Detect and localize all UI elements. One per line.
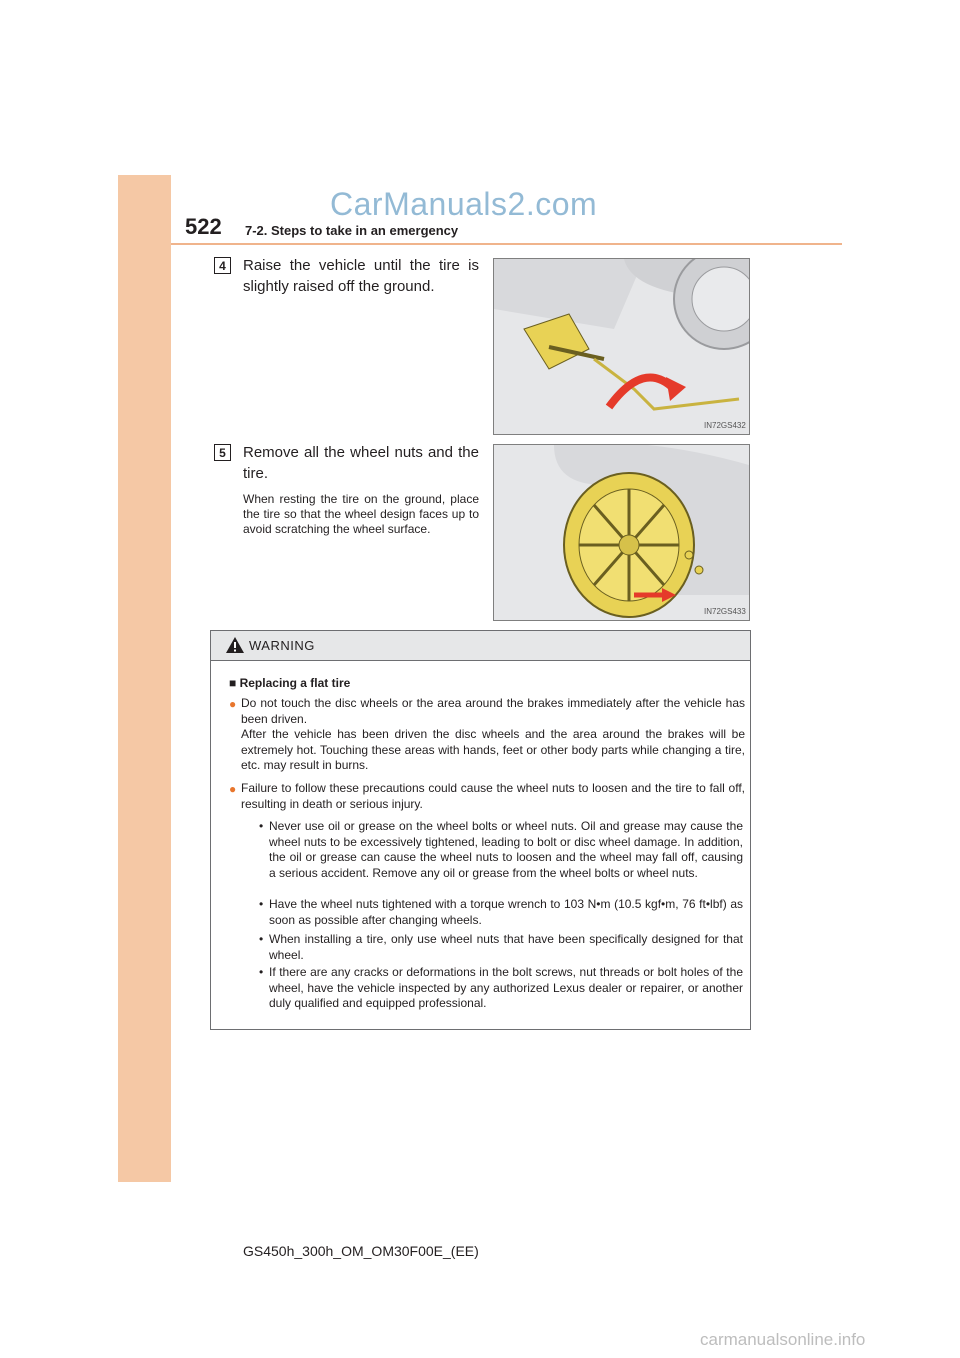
tire-illustration [494, 445, 749, 620]
tire-removal-figure [493, 444, 750, 621]
jack-raising-figure [493, 258, 750, 435]
bullet-icon: ● [229, 697, 237, 711]
step-4-text: Raise the vehicle until the tire is slightly raised off the ground. [243, 257, 479, 295]
warning-title: WARNING [249, 638, 315, 653]
side-tab-bar [118, 175, 171, 1182]
section-title: 7-2. Steps to take in an emergency [245, 223, 459, 238]
warning-box [210, 630, 751, 1030]
warning-item-1-line1: Do not touch the disc wheels or the area around the brakes immediately after the vehicle has been driven. [241, 696, 745, 726]
step-number-5: 5 [214, 444, 231, 461]
warning-point-2: Have the wheel nuts tightened with a torque wrench to 103 N•m (10.5 kgf•m, 76 ft•lbf) as soon as possible after changing wheels. [269, 897, 743, 927]
bullet-icon: ● [229, 782, 237, 796]
warning-header [211, 631, 750, 661]
warning-subtitle-text: Replacing a flat tire [239, 676, 351, 690]
step-number-4: 4 [214, 257, 231, 274]
model-code-footer: GS450h_300h_OM_OM30F00E_(EE) [243, 1243, 479, 1259]
dot-bullet-icon: • [259, 965, 264, 979]
figure-code-433: IN72GS433 [704, 607, 746, 616]
warning-triangle-icon [225, 636, 245, 654]
dot-bullet-icon: • [259, 932, 264, 946]
header-rule [171, 243, 842, 245]
step-5-note: When resting the tire on the ground, place the tire so that the wheel design faces up to avoid scratching the wheel surface. [243, 492, 479, 536]
step-5-text: Remove all the wheel nuts and the tire. [243, 444, 479, 482]
watermark-top[interactable]: CarManuals2.com [330, 186, 598, 222]
dot-bullet-icon: • [259, 897, 264, 911]
warning-point-1: Never use oil or grease on the wheel bolts or wheel nuts. Oil and grease may cause the wheel nuts to be excessively tightened, leading to bolt or disc wheel damage. In addition, the oil or grease can cause the wheel nuts to loosen and the wheel may fall off, causing a serious accident. Remove any oil or grease from the wheel bolts or wheel nuts. [269, 819, 743, 880]
figure-code-432: IN72GS432 [704, 421, 746, 430]
page-number: 522 [185, 214, 222, 239]
warning-point-4: If there are any cracks or deformations in the bolt screws, nut threads or bolt holes of the wheel, have the vehicle inspected by any authorized Lexus dealer or repairer, or another duly qualified and equipped professional. [269, 965, 743, 1010]
warning-subtitle [229, 676, 350, 690]
jack-illustration [494, 259, 749, 434]
warning-item-1 [241, 696, 745, 774]
warning-item-2: Failure to follow these precautions could cause the wheel nuts to loosen and the tire to fall off, resulting in death or serious injury. [241, 781, 745, 811]
watermark-bottom[interactable]: carmanualsonline.info [700, 1330, 866, 1349]
warning-point-3: When installing a tire, only use wheel nuts that have been specifically designed for that wheel. [269, 932, 743, 962]
square-bullet-icon: ■ [229, 676, 237, 690]
dot-bullet-icon: • [259, 819, 264, 833]
warning-item-1-line2: After the vehicle has been driven the disc wheels and the area around the brakes will be extremely hot. Touching these areas with hands, feet or other body parts while changing a tire, etc. may result in burns. [241, 727, 745, 772]
